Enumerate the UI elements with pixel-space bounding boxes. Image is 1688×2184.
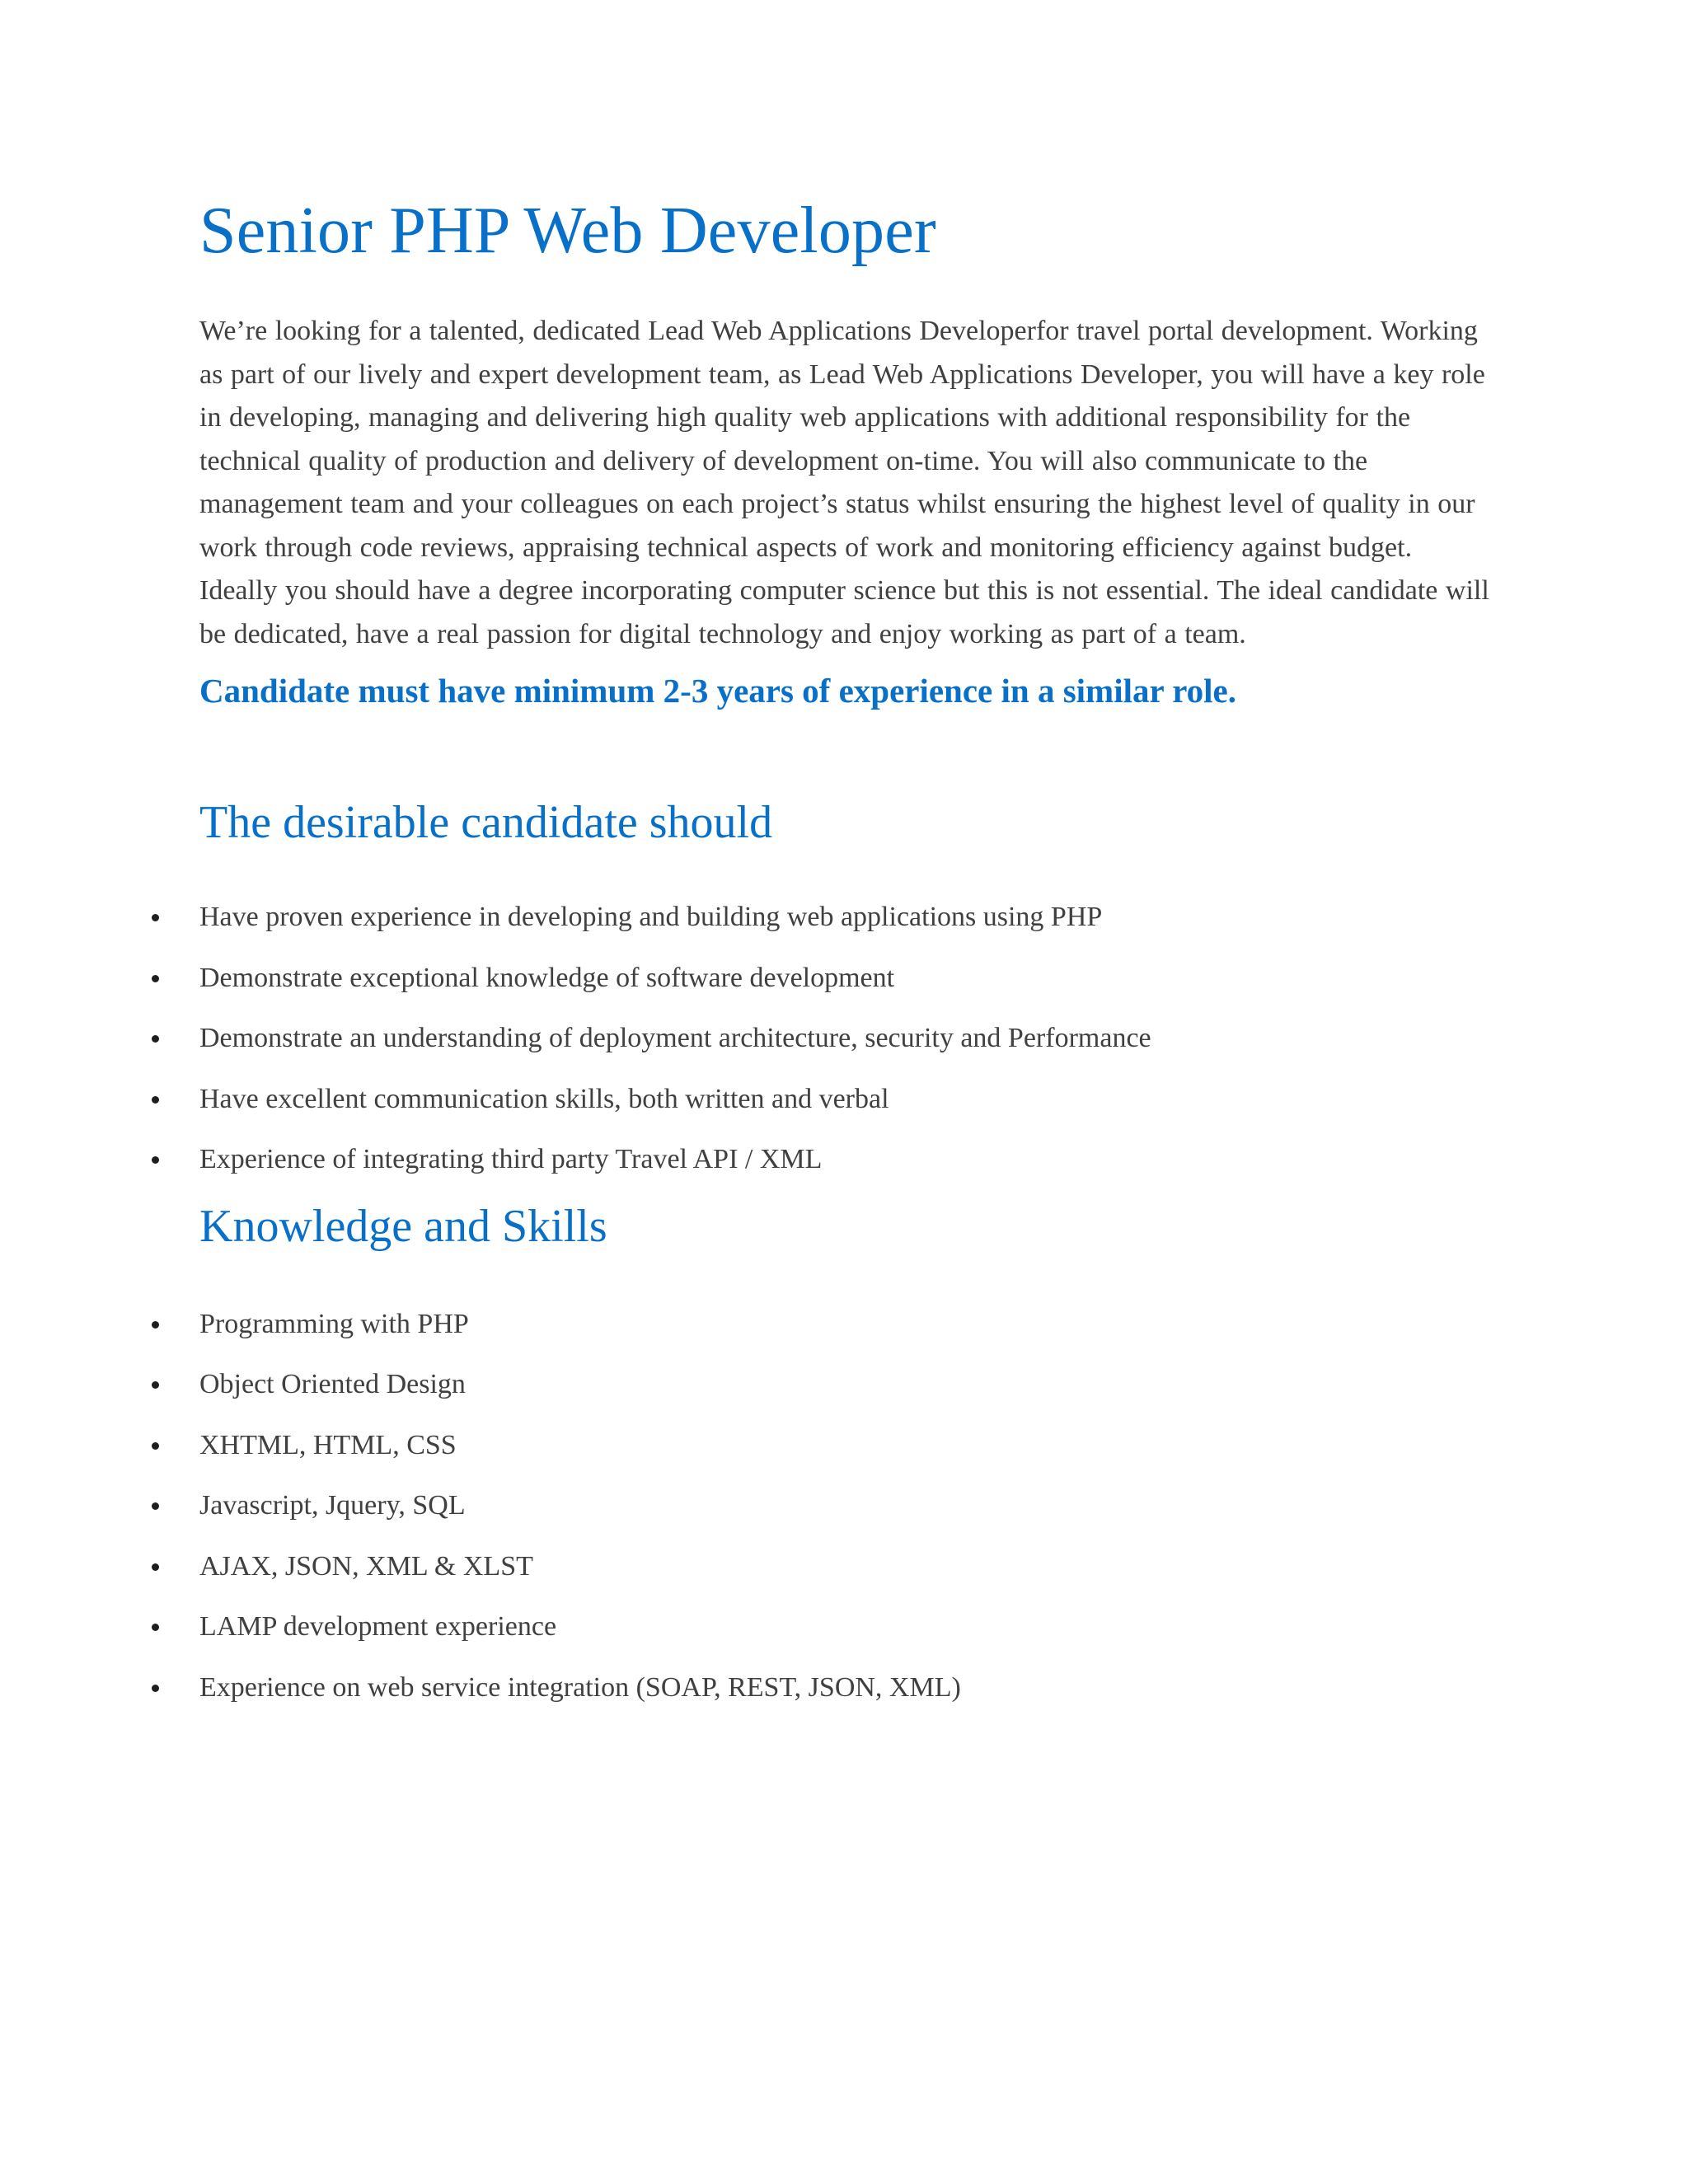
knowledge-skills-list bbox=[199, 1294, 1493, 1718]
list-item bbox=[199, 887, 1493, 948]
intro-paragraph: We’re looking for a talented, dedicated Lead Web Applications Developerfor travel portal development. Working as part of our lively and expert development team, as Lead Web Applications Developer, you will have a key role in developing, managing and delivering high quality web applications with additional responsibility for the technical quality of production and delivery of development on-time. You will also communicate to the management team and your colleagues on each project’s status whilst ensuring the highest level of quality in our work through code reviews, appraising technical aspects of work and monitoring efficiency against budget. Ideally you should have a degree incorporating computer science but this is not essential. The ideal candidate will be dedicated, have a real passion for digital technology and enjoy working as part of a team. bbox=[199, 316, 1489, 649]
bullet-icon bbox=[152, 1563, 159, 1571]
bullet-icon bbox=[152, 1442, 159, 1450]
list-item bbox=[199, 1008, 1493, 1069]
desirable-candidate-list bbox=[199, 887, 1493, 1190]
list-item bbox=[199, 1657, 1493, 1718]
list-item bbox=[199, 1536, 1493, 1597]
list-item bbox=[199, 1475, 1493, 1536]
list-item bbox=[199, 1415, 1493, 1476]
experience-requirement: Candidate must have minimum 2-3 years of experience in a similar role. bbox=[199, 672, 1236, 710]
list-item-text: XHTML, HTML, CSS bbox=[199, 1429, 457, 1460]
list-item-text: Have excellent communication skills, both written and verbal bbox=[199, 1083, 889, 1114]
desirable-candidate-heading: The desirable candidate should bbox=[199, 797, 773, 848]
list-item bbox=[199, 1129, 1493, 1190]
list-item bbox=[199, 1596, 1493, 1657]
bullet-icon bbox=[152, 1685, 159, 1692]
bullet-icon bbox=[152, 1156, 159, 1164]
knowledge-skills-heading: Knowledge and Skills bbox=[199, 1200, 607, 1252]
list-item-text: Experience on web service integration (SOAP, REST, JSON, XML) bbox=[199, 1671, 961, 1703]
list-item bbox=[199, 1294, 1493, 1355]
list-item-text: Javascript, Jquery, SQL bbox=[199, 1490, 466, 1521]
list-item-text: Experience of integrating third party Travel API / XML bbox=[199, 1144, 823, 1174]
list-item bbox=[199, 1069, 1493, 1130]
bullet-icon bbox=[152, 914, 159, 921]
bullet-icon bbox=[152, 1035, 159, 1043]
bullet-icon bbox=[152, 975, 159, 982]
list-item-text: AJAX, JSON, XML & XLST bbox=[199, 1550, 533, 1582]
list-item bbox=[199, 948, 1493, 1009]
page-title: Senior PHP Web Developer bbox=[199, 194, 936, 267]
document-content bbox=[199, 190, 1493, 1718]
bullet-icon bbox=[152, 1096, 159, 1104]
list-item-text: Have proven experience in developing and building web applications using PHP bbox=[199, 902, 1103, 932]
bullet-icon bbox=[152, 1624, 159, 1631]
bullet-icon bbox=[152, 1321, 159, 1329]
list-item-text: Demonstrate exceptional knowledge of software development bbox=[199, 962, 895, 993]
list-item-text: Object Oriented Design bbox=[199, 1369, 466, 1399]
list-item-text: LAMP development experience bbox=[199, 1611, 557, 1642]
list-item bbox=[199, 1354, 1493, 1415]
bullet-icon bbox=[152, 1381, 159, 1389]
list-item-text: Programming with PHP bbox=[199, 1308, 469, 1339]
list-item-text: Demonstrate an understanding of deployment architecture, security and Performance bbox=[199, 1023, 1151, 1053]
bullet-icon bbox=[152, 1502, 159, 1510]
